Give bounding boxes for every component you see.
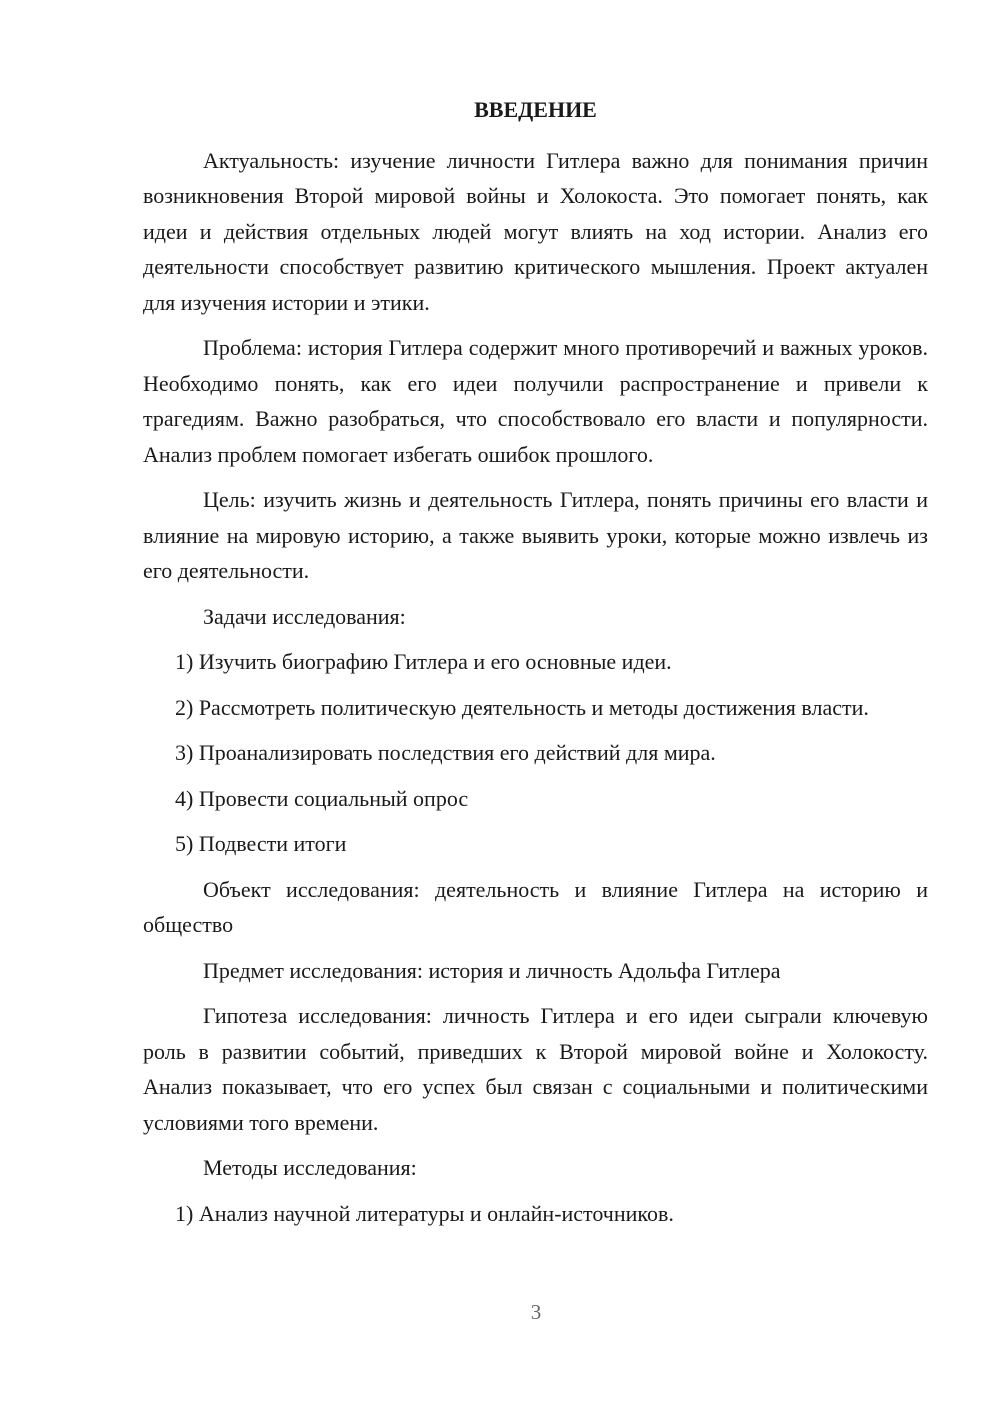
task-item-1: 1) Изучить биографию Гитлера и его основные идеи. <box>175 649 672 674</box>
subject-paragraph: Предмет исследования: история и личность Адольфа Гитлера <box>203 957 781 983</box>
methods-heading: Методы исследования: <box>203 1155 417 1180</box>
hypothesis-paragraph: Гипотеза исследования: личность Гитлера и его идеи сыграли ключевую роль в развитии событий, приведших к Второй мировой войне и Холокосту. Анализ показывает, что его успех был связан с социальными и политическими условиями того времени. <box>143 1003 928 1135</box>
page-title: ВВЕДЕНИЕ <box>474 97 597 122</box>
page-number: 3 <box>530 1300 542 1324</box>
object-paragraph: Объект исследования: деятельность и влияние Гитлера на историю и общество <box>143 876 928 937</box>
problem-paragraph: Проблема: история Гитлера содержит много противоречий и важных уроков. Необходимо понять, как его идеи получили распространение и привели к трагедиям. Важно разобраться, что способствовало его власти и популярности. Анализ проблем помогает избегать ошибок прошлого. <box>143 335 928 467</box>
goal-paragraph: Цель: изучить жизнь и деятельность Гитлера, понять причины его власти и влияние на мировую историю, а также выявить уроки, которые можно извлечь из его деятельности. <box>143 487 928 583</box>
task-item-2: 2) Рассмотреть политическую деятельность и методы достижения власти. <box>175 694 869 720</box>
tasks-heading: Задачи исследования: <box>203 603 406 629</box>
method-item-1: 1) Анализ научной литературы и онлайн-источников. <box>175 1200 674 1226</box>
task-item-3: 3) Проанализировать последствия его действий для мира. <box>175 740 716 765</box>
task-item-4: 4) Провести социальный опрос <box>175 785 469 811</box>
relevance-paragraph: Актуальность: изучение личности Гитлера важно для понимания причин возникновения Второй мировой войны и Холокоста. Это помогает понять, как идеи и действия отдельных людей могут влиять на ход истории. Анализ его деятельности способствует развитию критического мышления. Проект актуален для изучения истории и этики. <box>143 147 928 315</box>
page-content <box>143 92 928 1241</box>
task-item-5: 5) Подвести итоги <box>175 831 347 856</box>
